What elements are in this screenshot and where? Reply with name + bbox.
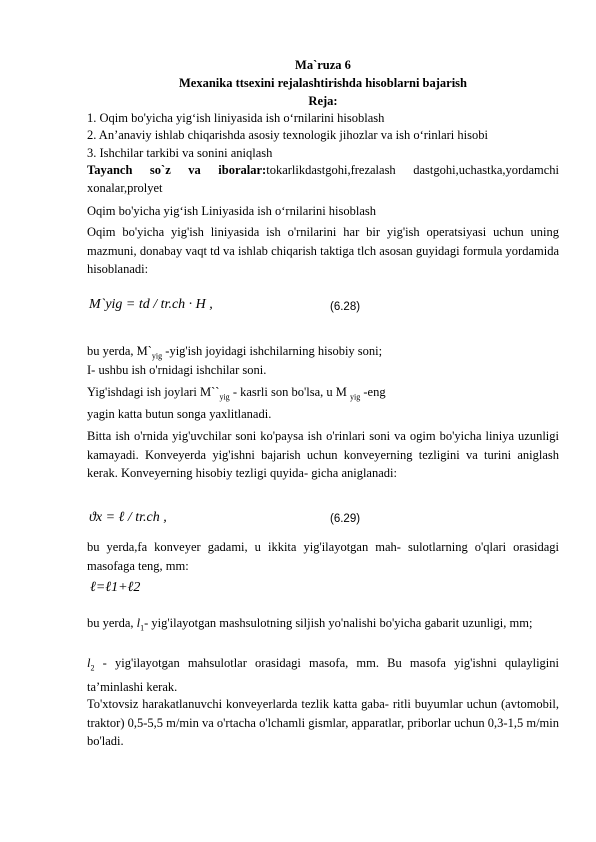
formula-6-28-number: (6.28): [330, 301, 361, 313]
paragraph-1: Oqim bo'yicha yig'ish liniyasida ish o'rnilarini har bir yig'ish operatsiyasi uchun uning mazmuni, donabay vaqt td va ishlab chiqarish taktiga tlch asosan guyidagi formula yordamida hisoblanadi:: [87, 225, 559, 276]
keywords-label: Tayanch so`z va iboralar:: [87, 163, 267, 177]
section-title: Oqim bo'yicha yig‘ish Liniyasida ish o‘rnilarini hisoblash: [87, 204, 377, 218]
formula-6-28: M`yig = td / tr.ch · H ,: [89, 297, 213, 312]
definition-5: bu yerda, $l_1-$ yig'ilayotgan mashsulotning siljish yo'nalishi bo'yicha gabarit uzunligi, mm;: [87, 616, 533, 633]
plan-item-1: 1. Oqim bo'yicha yig‘ish liniyasida ish o‘rnilarini hisoblash: [87, 111, 385, 125]
lecture-title: Ma`ruza 6: [295, 58, 351, 72]
keywords-text: tokarlikdastgohi,frezalash dastgohi,uchastka,yordamchi xonalar,prolyet: [87, 163, 560, 195]
formula-6-29-number: (6.29): [330, 513, 361, 525]
definition-6: $l_2$ - yig'ilayotgan mahsulotlar orasidagi masofa, mm. Bu masofa yig'ishni qulayligini ta’minlashi kerak.: [87, 656, 559, 694]
paragraph-3: bu yerda,fa konveyer gadami, u ikkita yig'ilayotgan mah- sulotlarning o'qlari orasidagi masofaga teng, mm:: [87, 540, 559, 573]
plan-item-3: 3. Ishchilar tarkibi va sonini aniqlash: [87, 146, 273, 160]
definition-4: yagin katta butun songa yaxlitlanadi.: [87, 407, 272, 421]
definition-3: Yig'ishdagi ish joylari $M``_{yig}$ - kasrli son bo'lsa, u M $_{yig}$ -eng: [87, 385, 386, 402]
plan-heading: Reja:: [308, 94, 338, 108]
plan-item-2: 2. An’anaviy ishlab chiqarishda asosiy texnologik jihozlar va ish o‘rinlari hisobi: [87, 128, 488, 142]
formula-length-sum: ℓ=ℓ1+ℓ2: [90, 580, 141, 595]
paragraph-2: Bitta ish o'rnida yig'uvchilar soni ko'paysa ish o'rinlari soni va ogim bo'yicha liniya uzunligi kamayadi. Konveyerda yig'ishni bajarish uchun konveyerning tezligini va turini aniglash kerak. Konveyerning hisobiy tezligi quyida- gicha aniglanadi:: [87, 429, 559, 480]
definition-1: bu yerda, $M`_{yig}$ -yig'ish joyidagi ishchilarning hisobiy soni;: [87, 344, 383, 361]
lecture-subtitle: Mexanika ttsexini rejalashtirishda hisoblarni bajarish: [179, 76, 467, 90]
paragraph-4: To'xtovsiz harakatlanuvchi konveyerlarda tezlik katta gaba- ritli buyumlar uchun (avtomobil, traktor) 0,5-5,5 m/min va o'rtacha o'lchamli gismlar, apparatlar, priborlar uchun 0,3-1,5 m/min bo'ladi.: [87, 697, 559, 748]
definition-2: I- ushbu ish o'rnidagi ishchilar soni.: [87, 363, 267, 377]
formula-6-29: ϑx = ℓ / tr.ch ,: [89, 510, 167, 525]
keywords-paragraph: [87, 162, 559, 197]
